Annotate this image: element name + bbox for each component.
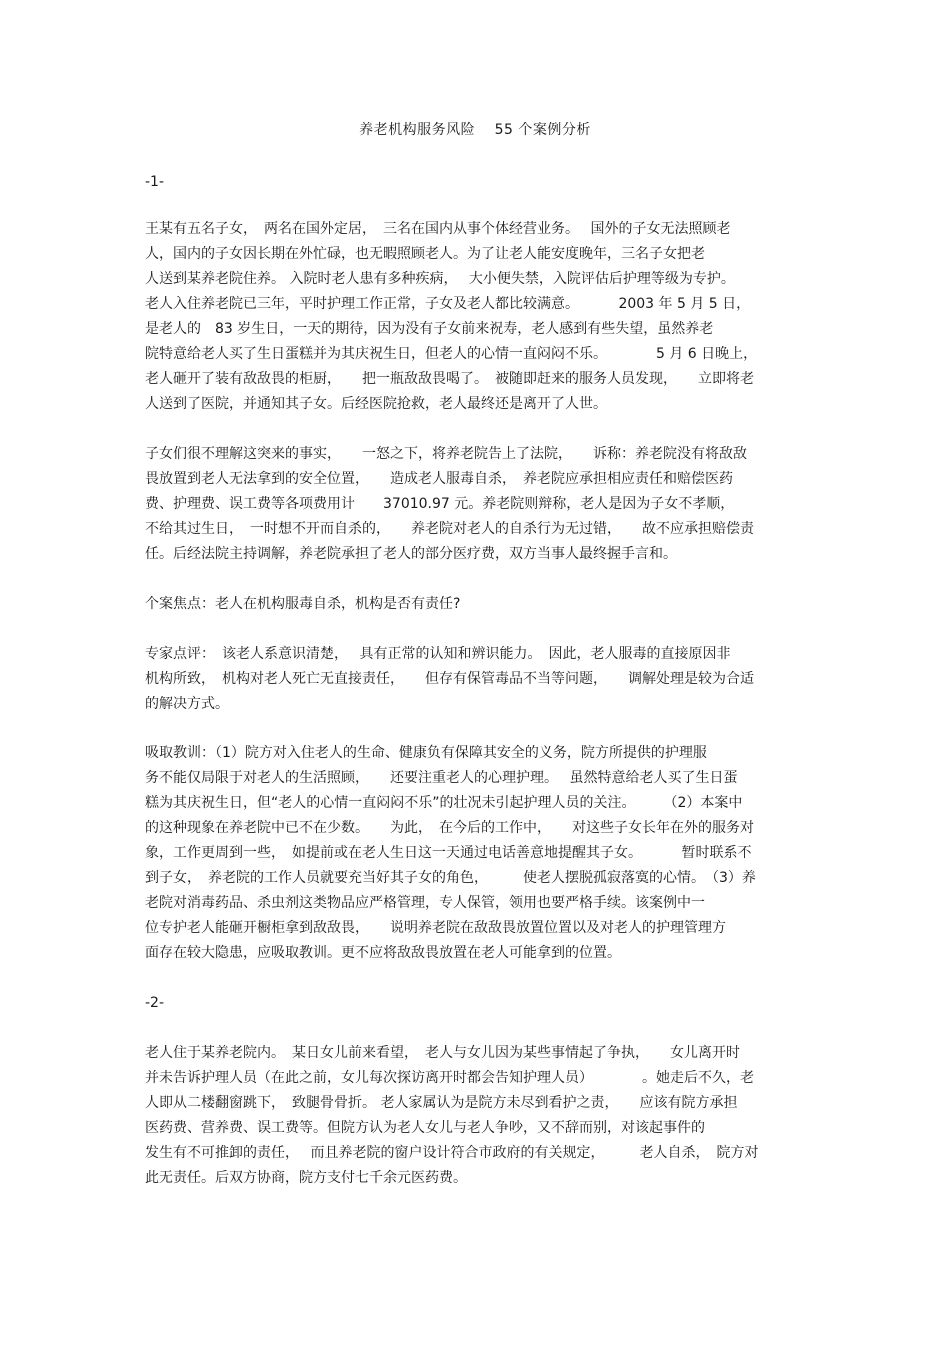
- paragraph-line: 并未告诉护理人员（在此之前，女儿每次探访离开时都会告知护理人员） 。她走后不久，老: [145, 1070, 754, 1086]
- case1-expert-paragraph: [145, 642, 813, 717]
- case2-narrative-paragraph: [145, 1041, 813, 1191]
- paragraph-line: 医药费、营养费、误工费等。但院方认为老人女儿与老人争吵，又不辞而别，对该起事件的: [145, 1120, 705, 1136]
- paragraph-line: 费、护理费、误工费等各项费用计 37010.97 元。养老院则辩称，老人是因为子女不孝顺，: [145, 496, 735, 512]
- paragraph-line: 此无责任。后双方协商，院方支付七千余元医药费。: [145, 1170, 467, 1186]
- paragraph-line: 位专护老人能砸开橱柜拿到敌敌畏， 说明养老院在敌敌畏放置位置以及对老人的护理管理方: [145, 920, 726, 936]
- paragraph-line: 专家点评： 该老人系意识清楚， 具有正常的认知和辨识能力。 因此，老人服毒的直接原因非: [145, 646, 731, 662]
- paragraph-line: 畏放置到老人无法拿到的安全位置， 造成老人服毒自杀， 养老院应承担相应责任和赔偿医药: [145, 471, 733, 487]
- paragraph-line: 王某有五名子女， 两名在国外定居， 三名在国内从事个体经营业务。 国外的子女无法照顾老: [145, 221, 731, 237]
- paragraph-line: 人即从二楼翻窗跳下， 致腿骨骨折。 老人家属认为是院方未尽到看护之责， 应该有院方承担: [145, 1095, 738, 1111]
- paragraph-line: 是老人的 83 岁生日，一天的期待，因为没有子女前来祝寿，老人感到有些失望，虽然养老: [145, 321, 714, 337]
- case1-focus-paragraph: [145, 592, 813, 617]
- paragraph-line: 人，国内的子女因长期在外忙碌，也无暇照顾老人。为了让老人能安度晚年，三名子女把老: [145, 246, 705, 262]
- document-title: 养老机构服务风险 55 个案例分析: [359, 122, 591, 138]
- paragraph-line: 吸取教训：（1）院方对入住老人的生命、健康负有保障其安全的义务，院方所提供的护理服: [145, 745, 707, 761]
- paragraph-line: 面存在较大隐患，应吸取教训。更不应将敌敌畏放置在老人可能拿到的位置。: [145, 945, 621, 961]
- case1-lessons-paragraph: [145, 741, 813, 966]
- case1-lawsuit-paragraph: [145, 442, 813, 567]
- paragraph-line: 务不能仅局限于对老人的生活照顾， 还要注重老人的心理护理。 虽然特意给老人买了生日蛋: [145, 770, 738, 786]
- paragraph-line: 任。后经法院主持调解，养老院承担了老人的部分医疗费，双方当事人最终握手言和。: [145, 546, 677, 562]
- paragraph-line: 发生有不可推卸的责任， 而且养老院的窗户设计符合市政府的有关规定， 老人自杀， 院方对: [145, 1145, 759, 1161]
- paragraph-line: 的这种现象在养老院中已不在少数。 为此， 在今后的工作中， 对这些子女长年在外的服务对: [145, 820, 754, 836]
- paragraph-line: 糕为其庆祝生日，但“老人的心情一直闷闷不乐”的壮况未引起护理人员的关注。 （2）本案中: [145, 795, 743, 811]
- paragraph-line: 机构所致， 机构对老人死亡无直接责任， 但存有保管毒品不当等问题， 调解处理是较为合适: [145, 671, 754, 687]
- case-number-1: -1-: [145, 174, 165, 190]
- paragraph-line: 院特意给老人买了生日蛋糕并为其庆祝生日，但老人的心情一直闷闷不乐。 5 月 6 日晚上，: [145, 346, 758, 362]
- paragraph-line: 老人砸开了装有敌敌畏的柜厨， 把一瓶敌敌畏喝了。 被随即赶来的服务人员发现， 立即将老: [145, 371, 754, 387]
- paragraph-line: 人送到某养老院住养。 入院时老人患有多种疾病， 大小便失禁，入院评估后护理等级为专护。: [145, 271, 735, 287]
- paragraph-line: 到子女， 养老院的工作人员就要充当好其子女的角色， 使老人摆脱孤寂落寞的心情。 （3）养: [145, 870, 756, 886]
- paragraph-line: 老院对消毒药品、杀虫剂这类物品应严格管理，专人保管，领用也要严格手续。该案例中一: [145, 895, 705, 911]
- case-number-2: -2-: [145, 995, 165, 1011]
- paragraph-line: 老人住于某养老院内。 某日女儿前来看望， 老人与女儿因为某些事情起了争执， 女儿离开时: [145, 1045, 740, 1061]
- paragraph-line: 子女们很不理解这突来的事实， 一怒之下，将养老院告上了法院， 诉称：养老院没有将敌敌: [145, 446, 747, 462]
- paragraph-line: 人送到了医院，并通知其子女。后经医院抢救，老人最终还是离开了人世。: [145, 396, 607, 412]
- paragraph-line: 不给其过生日， 一时想不开而自杀的， 养老院对老人的自杀行为无过错， 故不应承担赔偿责: [145, 521, 754, 537]
- paragraph-line: 象，工作更周到一些， 如提前或在老人生日这一天通过电话善意地提醒其子女。 暂时联系不: [145, 845, 752, 861]
- paragraph-line: 老人入住养老院已三年，平时护理工作正常，子女及老人都比较满意。 2003 年 5 月 5 日，: [145, 296, 751, 312]
- case1-narrative-paragraph: [145, 217, 813, 417]
- paragraph-line: 个案焦点：老人在机构服毒自杀，机构是否有责任?: [145, 596, 461, 612]
- paragraph-line: 的解决方式。: [145, 696, 229, 712]
